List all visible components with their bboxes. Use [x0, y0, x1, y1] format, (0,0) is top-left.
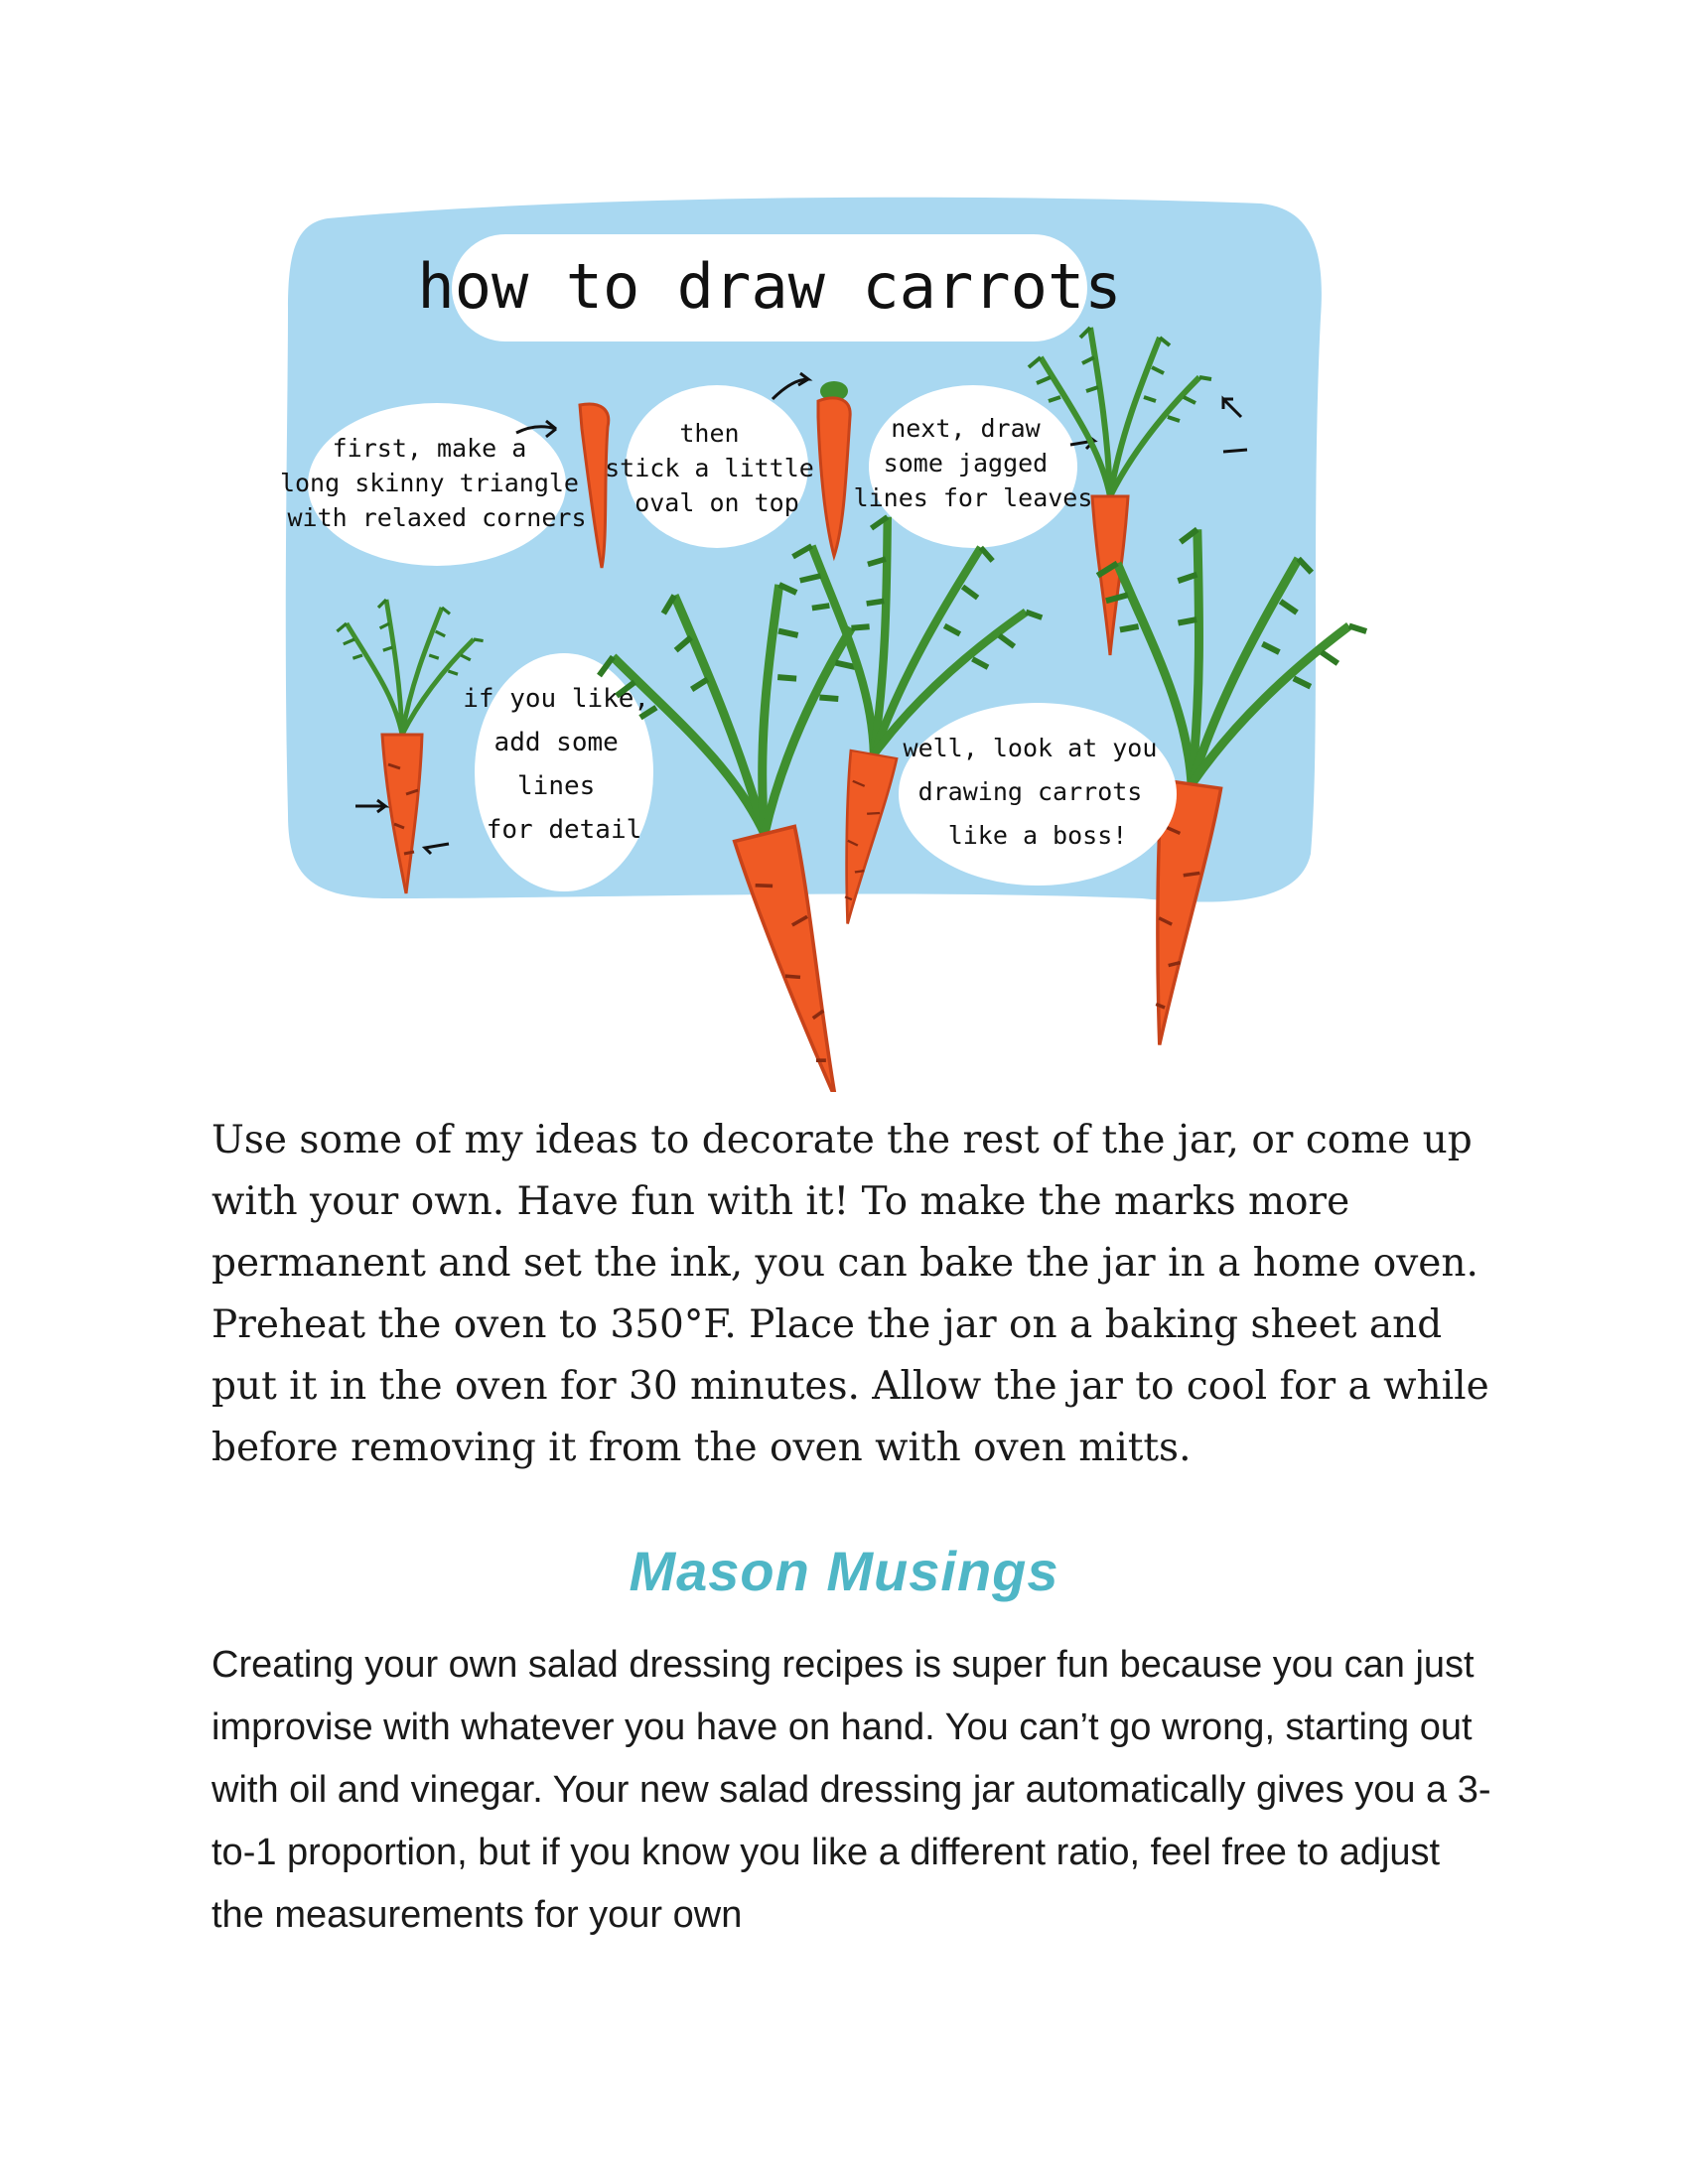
- illustration-title: how to draw carrots: [417, 250, 1122, 323]
- paragraph-salad-dressing: Creating your own salad dressing recipes is super fun because you can just improvise with whatever you have on hand. You can’t go wrong, starting out with oil and vinegar. Your new salad dressing jar automatically gives you a 3-to-1 proportion, but if you know you like a different ratio, feel free to adjust the measurements for your own: [211, 1644, 1491, 1936]
- step4-line1: if you like,: [463, 684, 650, 714]
- step5-line1: well, look at you: [903, 734, 1158, 762]
- paragraph-baking-instructions: Use some of my ideas to decorate the rest of the jar, or come up with your own. Have fun with it! To make the marks more permanent and set the ink, you can bake the jar in a home oven. Preheat the oven to 350°F. Place the jar on a baking sheet and put it in the oven for 30 minutes. Allow the jar to cool for a while before removing it from the oven with oven mitts.: [211, 1118, 1489, 1470]
- step1-line3: with relaxed corners: [287, 503, 587, 532]
- step1-line1: first, make a: [332, 434, 527, 463]
- section-heading: Mason Musings: [629, 1540, 1059, 1602]
- step4-line3: lines: [517, 771, 596, 801]
- step2-line2: stick a little: [605, 454, 814, 482]
- step2-line3: oval on top: [634, 488, 799, 517]
- step3-line1: next, draw: [891, 414, 1041, 443]
- step4-line4: for detail: [486, 815, 642, 845]
- step3-line3: lines for leaves: [853, 483, 1093, 512]
- step3-line2: some jagged: [883, 449, 1049, 478]
- step2-line1: then: [679, 419, 740, 448]
- step5-line2: drawing carrots: [917, 777, 1143, 806]
- step5-line3: like a boss!: [947, 821, 1128, 850]
- step1-line2: long skinny triangle: [279, 469, 579, 497]
- step4-line2: add some: [493, 728, 619, 757]
